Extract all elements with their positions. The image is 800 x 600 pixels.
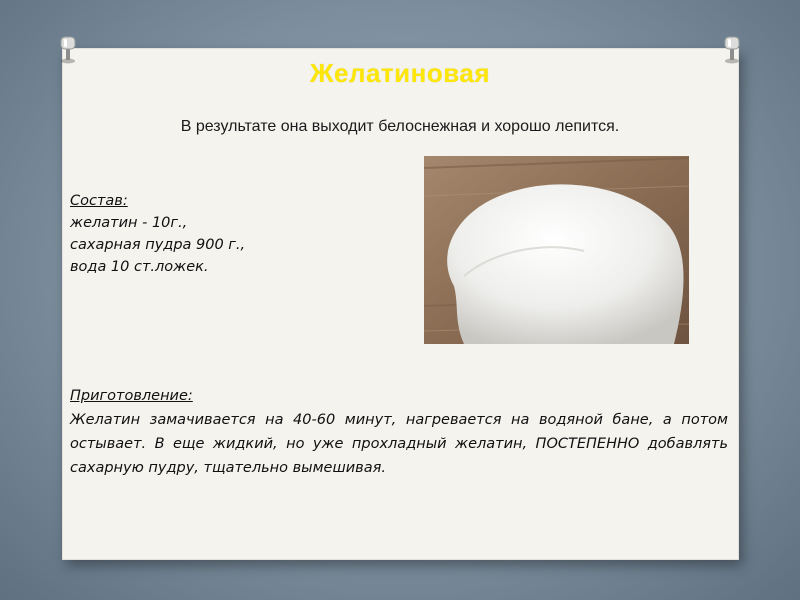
composition-line: желатин - 10г., (70, 215, 188, 231)
composition-line: вода 10 ст.ложек. (70, 259, 209, 275)
preparation-block (70, 384, 728, 480)
mastic-dough-photo (424, 156, 689, 344)
composition-line: сахарная пудра 900 г., (70, 237, 246, 253)
preparation-heading: Приготовление: (70, 388, 193, 404)
composition-block (70, 190, 400, 278)
composition-heading: Состав: (70, 193, 128, 209)
preparation-text: Желатин замачивается на 40-60 минут, нагревается на водяной бане, а потом остывает. В еще жидкий, но уже прохладный желатин, ПОСТЕПЕННО добавлять сахарную пудру, тщательно вымешивая. (70, 412, 728, 476)
slide-title: Желатиновая (309, 58, 490, 88)
slide-subtitle: В результате она выходит белоснежная и хорошо лепится. (180, 118, 620, 135)
